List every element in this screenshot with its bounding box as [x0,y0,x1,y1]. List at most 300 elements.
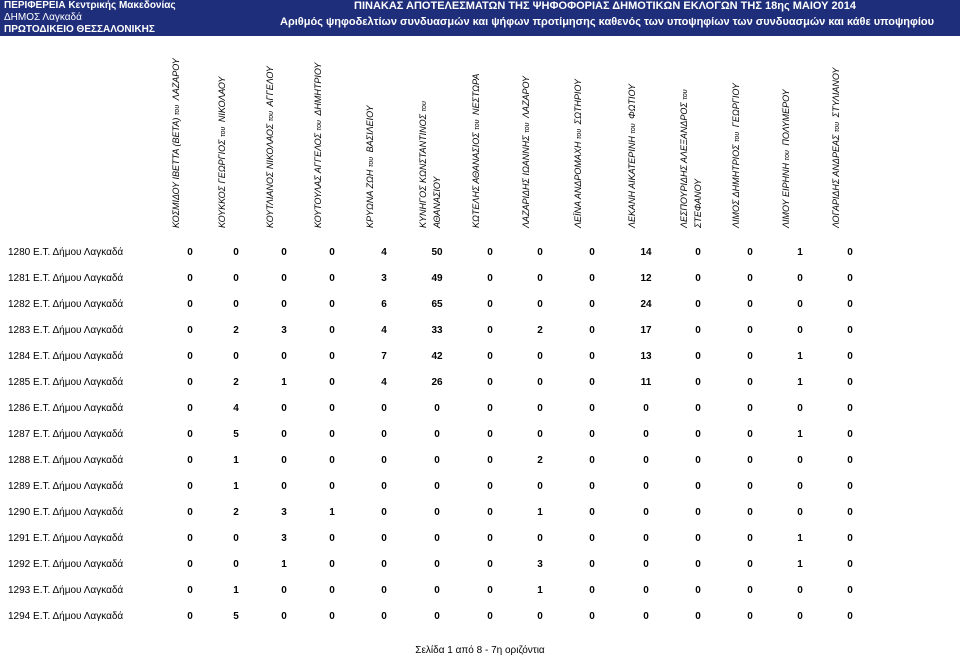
vote-cell: 0 [381,611,387,622]
candidate-header-text [216,46,256,232]
vote-cell: 0 [187,325,193,336]
candidate-patronym: ΛΑΖΑΡΟΥ [171,58,181,101]
vote-cell: 3 [537,559,543,570]
vote-cell: 0 [381,585,387,596]
polling-station-label: 1280 Ε.Τ. Δήμου Λαγκαδά [8,247,124,258]
candidate-header-text [170,46,210,232]
vote-cell: 0 [187,507,193,518]
vote-cell: 0 [643,403,649,414]
candidate-header [409,44,465,234]
vote-cell: 0 [187,299,193,310]
vote-cell: 0 [695,533,701,544]
vote-cell: 0 [537,273,543,284]
candidate-header-text [678,46,718,232]
vote-cell: 0 [589,585,595,596]
vote-cell: 0 [847,273,853,284]
vote-cell: 0 [537,611,543,622]
vote-cell: 4 [381,247,387,258]
vote-cell: 0 [589,325,595,336]
vote-cell: 0 [434,507,440,518]
header-left-block [4,0,224,36]
candidate-header-text [264,46,304,232]
vote-cell: 0 [589,247,595,258]
polling-station-label: 1282 Ε.Τ. Δήμου Λαγκαδά [8,299,124,310]
vote-cell: 0 [847,377,853,388]
candidate-header-text [364,46,404,232]
vote-cell: 0 [329,559,335,570]
vote-cell: 0 [381,429,387,440]
vote-cell: 0 [487,481,493,492]
vote-cell: 0 [797,481,803,492]
vote-cell: 0 [847,533,853,544]
vote-cell: 0 [589,429,595,440]
vote-cell: 4 [233,403,239,414]
candidate-name: ΚΟΥΤΟΥΛΑΣ ΑΓΓΕΛΟΣ [313,132,323,228]
vote-cell: 0 [797,507,803,518]
polling-station-label: 1290 Ε.Τ. Δήμου Λαγκαδά [8,507,124,518]
vote-cell: 0 [187,611,193,622]
candidate-header-text [470,46,510,232]
vote-cell: 0 [233,533,239,544]
polling-station-label: 1286 Ε.Τ. Δήμου Λαγκαδά [8,403,124,414]
vote-cell: 0 [847,481,853,492]
vote-cell: 0 [847,403,853,414]
vote-cell: 50 [431,247,443,258]
vote-cell: 0 [847,429,853,440]
candidate-header [772,44,828,234]
vote-cell: 0 [187,533,193,544]
vote-cell: 4 [381,377,387,388]
vote-cell: 0 [797,403,803,414]
vote-cell: 0 [281,299,287,310]
vote-cell: 0 [487,533,493,544]
vote-cell: 0 [747,377,753,388]
vote-cell: 0 [695,559,701,570]
vote-cell: 0 [643,611,649,622]
vote-cell: 0 [281,273,287,284]
header-band [0,0,960,36]
vote-cell: 0 [434,533,440,544]
vote-cell: 0 [187,247,193,258]
candidate-tou: του [268,110,275,122]
vote-cell: 0 [747,533,753,544]
vote-cell: 0 [487,507,493,518]
candidate-patronym: ΑΘΑΝΑΣΙΟΥ [432,176,442,228]
vote-cell: 0 [329,455,335,466]
polling-station-label: 1289 Ε.Τ. Δήμου Λαγκαδά [8,481,124,492]
vote-cell: 0 [797,273,803,284]
vote-cell: 0 [329,611,335,622]
vote-cell: 0 [747,611,753,622]
candidate-patronym: ΓΕΩΡΓΙΟΥ [731,83,741,128]
table-row [0,500,960,526]
candidate-tou: του [316,120,323,131]
candidate-header [822,44,878,234]
vote-cell: 0 [434,403,440,414]
vote-cell: 0 [329,481,335,492]
vote-cell: 0 [434,481,440,492]
candidate-header [722,44,778,234]
vote-cell: 0 [487,455,493,466]
vote-cell: 0 [537,377,543,388]
vote-cell: 0 [589,481,595,492]
vote-cell: 0 [187,273,193,284]
candidate-tou: του [421,101,428,112]
table-row [0,240,960,266]
vote-cell: 3 [281,507,287,518]
vote-cell: 0 [695,247,701,258]
candidate-name: ΚΩΤΕΛΗΣ ΑΘΑΝΑΣΙΟΣ [471,132,481,228]
table-row [0,422,960,448]
vote-cell: 0 [589,351,595,362]
candidate-patronym: ΣΤΕΦΑΝΟΥ [693,178,703,228]
candidate-patronym: ΑΓΓΕΛΟΥ [265,66,275,107]
vote-cell: 5 [233,429,239,440]
vote-cell: 0 [233,559,239,570]
polling-station-label: 1287 Ε.Τ. Δήμου Λαγκαδά [8,429,124,440]
vote-cell: 0 [434,429,440,440]
table-row [0,526,960,552]
vote-cell: 0 [233,351,239,362]
table-row [0,370,960,396]
vote-cell: 0 [281,585,287,596]
vote-cell: 0 [329,533,335,544]
vote-cell: 49 [431,273,443,284]
polling-station-label: 1285 Ε.Τ. Δήμου Λαγκαδά [8,377,124,388]
table-row [0,578,960,604]
vote-cell: 0 [747,455,753,466]
vote-cell: 0 [281,455,287,466]
vote-cell: 0 [487,611,493,622]
vote-cell: 0 [487,559,493,570]
vote-cell: 26 [431,377,443,388]
vote-cell: 0 [643,533,649,544]
candidate-tou: του [630,123,637,134]
candidate-patronym: ΝΙΚΟΛΑΟΥ [217,76,227,123]
vote-cell: 0 [747,481,753,492]
candidate-header [618,44,674,234]
vote-cell: 0 [695,507,701,518]
vote-cell: 0 [747,273,753,284]
table-row [0,396,960,422]
vote-cell: 17 [640,325,652,336]
vote-cell: 0 [381,507,387,518]
vote-cell: 0 [797,299,803,310]
candidate-header [512,44,568,234]
vote-cell: 0 [847,325,853,336]
candidate-header-text [780,46,820,232]
vote-cell: 0 [487,377,493,388]
candidate-tou: του [834,121,841,133]
vote-cell: 0 [537,247,543,258]
vote-cell: 0 [537,299,543,310]
vote-cell: 13 [640,351,652,362]
vote-cell: 0 [187,351,193,362]
polling-station-label: 1288 Ε.Τ. Δήμου Λαγκαδά [8,455,124,466]
vote-cell: 0 [695,299,701,310]
vote-cell: 0 [847,507,853,518]
candidate-patronym: ΦΩΤΙΟΥ [627,83,637,119]
vote-cell: 0 [329,273,335,284]
candidate-header-text [730,46,770,232]
vote-cell: 3 [281,533,287,544]
vote-cell: 0 [589,299,595,310]
candidate-patronym: ΝΕΣΤΩΡΑ [471,73,481,116]
candidate-name: ΛΟΓΑΡΙΔΗΣ ΑΝΔΡΕΑΣ [831,134,841,228]
candidate-name: ΚΟΥΤΛΙΑΝΟΣ ΝΙΚΟΛΑΟΣ [265,123,275,228]
vote-cell: 0 [487,299,493,310]
vote-cell: 0 [695,403,701,414]
vote-cell: 0 [381,533,387,544]
vote-cell: 0 [747,247,753,258]
candidate-name: ΛΕΣΠΟΥΡΙΔΗΣ ΑΛΕΞΑΝΔΡΟΣ [679,102,689,228]
candidate-tou: του [524,122,531,133]
candidate-patronym: ΛΑΖΑΡΟΥ [521,75,531,118]
vote-cell: 1 [797,351,803,362]
vote-cell: 0 [695,611,701,622]
vote-cell: 0 [695,351,701,362]
candidate-name: ΛΙΜΟΥ ΕΙΡΗΝΗ [781,162,791,228]
vote-cell: 65 [431,299,443,310]
vote-cell: 0 [747,325,753,336]
vote-cell: 1 [537,585,543,596]
polling-station-label: 1294 Ε.Τ. Δήμου Λαγκαδά [8,611,124,622]
municipality-label: ΔΗΜΟΣ Λαγκαδά [4,12,82,23]
candidate-tou: του [682,89,689,100]
candidate-patronym: ΔΗΜΗΤΡΙΟΥ [313,62,323,116]
vote-cell: 4 [381,325,387,336]
vote-cell: 0 [187,559,193,570]
vote-cell: 0 [589,507,595,518]
vote-cell: 1 [797,377,803,388]
vote-cell: 2 [233,325,239,336]
table-row [0,448,960,474]
vote-cell: 1 [233,585,239,596]
header-title-block [280,0,935,29]
court-label: ΠΡΩΤΟΔΙΚΕΙΟ ΘΕΣΣΑΛΟΝΙΚΗΣ [4,24,155,35]
vote-cell: 3 [381,273,387,284]
vote-cell: 11 [640,377,652,388]
candidate-tou: του [474,119,481,130]
candidate-name: ΚΟΣΜΙΔΟΥ ΙΒΕΤΤΑ (ΒΕΤΑ) [171,117,181,228]
vote-cell: 1 [537,507,543,518]
vote-cell: 2 [233,507,239,518]
vote-cell: 0 [281,429,287,440]
vote-cell: 0 [281,611,287,622]
vote-cell: 3 [281,325,287,336]
vote-cell: 0 [695,273,701,284]
vote-cell: 0 [187,455,193,466]
vote-cell: 0 [187,429,193,440]
candidate-header-text [626,46,666,232]
vote-cell: 0 [537,351,543,362]
vote-cell: 1 [281,559,287,570]
vote-cell: 0 [187,585,193,596]
vote-cell: 42 [431,351,443,362]
vote-cell: 33 [431,325,443,336]
candidate-header-text [417,46,457,232]
vote-cell: 0 [589,403,595,414]
vote-cell: 0 [847,585,853,596]
vote-cell: 0 [695,377,701,388]
vote-cell: 0 [847,351,853,362]
vote-cell: 0 [487,429,493,440]
vote-cell: 0 [329,351,335,362]
vote-cell: 14 [640,247,652,258]
vote-cell: 0 [589,559,595,570]
vote-cell: 2 [537,325,543,336]
vote-cell: 0 [797,611,803,622]
vote-cell: 7 [381,351,387,362]
vote-cell: 0 [695,481,701,492]
vote-cell: 0 [589,455,595,466]
vote-cell: 0 [747,507,753,518]
candidate-tou: του [734,131,741,142]
polling-station-label: 1284 Ε.Τ. Δήμου Λαγκαδά [8,351,124,362]
table-row [0,344,960,370]
vote-cell: 0 [695,325,701,336]
polling-station-label: 1292 Ε.Τ. Δήμου Λαγκαδά [8,559,124,570]
vote-cell: 0 [281,481,287,492]
vote-cell: 1 [797,533,803,544]
candidate-header [670,44,726,234]
vote-cell: 0 [487,585,493,596]
report-subtitle: Αριθμός ψηφοδελτίων συνδυασμών και ψήφων προτίμησης καθενός των υποψηφίων των συνδυασμών και κάθε υποψηφίου [280,16,935,28]
table-row [0,474,960,500]
candidate-name: ΚΟΥΚΚΟΣ ΓΕΩΡΓΙΟΣ [217,139,227,228]
vote-cell: 0 [329,247,335,258]
candidate-header-text [312,46,352,232]
vote-cell: 0 [643,559,649,570]
candidate-tou: του [220,126,227,137]
candidate-patronym: ΣΤΥΛΙΑΝΟΥ [831,67,841,118]
vote-cell: 0 [747,429,753,440]
vote-cell: 0 [695,455,701,466]
vote-cell: 5 [233,611,239,622]
vote-cell: 0 [487,247,493,258]
vote-cell: 1 [797,247,803,258]
vote-cell: 0 [233,299,239,310]
candidate-tou: του [174,104,181,116]
vote-cell: 0 [797,455,803,466]
vote-cell: 0 [537,403,543,414]
vote-cell: 0 [747,585,753,596]
vote-cell: 0 [695,585,701,596]
candidate-tou: του [368,156,375,168]
vote-cell: 0 [281,403,287,414]
vote-cell: 0 [329,585,335,596]
vote-cell: 0 [281,247,287,258]
vote-cell: 2 [233,377,239,388]
vote-cell: 0 [589,273,595,284]
vote-cell: 0 [329,403,335,414]
candidate-header-text [520,46,560,232]
candidate-name: ΚΥΝΗΓΟΣ ΚΩΝΣΤΑΝΤΙΝΟΣ [418,113,428,228]
vote-cell: 0 [233,273,239,284]
candidate-patronym: ΠΟΛΥΜΕΡΟΥ [781,89,791,146]
vote-cell: 0 [187,377,193,388]
vote-cell: 0 [187,481,193,492]
vote-cell: 0 [537,533,543,544]
vote-cell: 0 [487,325,493,336]
vote-cell: 2 [537,455,543,466]
vote-cell: 1 [797,559,803,570]
vote-cell: 6 [381,299,387,310]
candidate-name: ΛΕΪΝΑ ΑΝΔΡΟΜΑΧΗ [573,141,583,228]
vote-cell: 0 [434,455,440,466]
table-row [0,266,960,292]
page-footer: Σελίδα 1 από 8 - 7η οριζόντια [415,645,545,656]
vote-cell: 0 [487,273,493,284]
vote-cell: 0 [329,429,335,440]
candidate-header [304,44,360,234]
candidate-name: ΛΙΜΟΣ ΔΗΜΗΤΡΙΟΣ [731,144,741,228]
vote-cell: 0 [695,429,701,440]
vote-cell: 0 [381,403,387,414]
table-row [0,604,960,630]
vote-cell: 0 [643,429,649,440]
vote-cell: 0 [329,299,335,310]
candidate-header-text [830,46,870,232]
vote-cell: 1 [797,429,803,440]
vote-cell: 1 [329,507,335,518]
vote-cell: 0 [281,351,287,362]
vote-cell: 0 [487,403,493,414]
vote-cell: 0 [797,585,803,596]
vote-cell: 0 [643,481,649,492]
vote-cell: 0 [434,611,440,622]
table-row [0,292,960,318]
vote-cell: 1 [233,455,239,466]
vote-cell: 0 [537,481,543,492]
vote-cell: 0 [589,533,595,544]
candidate-tou: του [576,128,583,140]
vote-cell: 1 [233,481,239,492]
polling-station-label: 1293 Ε.Τ. Δήμου Λαγκαδά [8,585,124,596]
vote-cell: 0 [187,403,193,414]
vote-cell: 0 [797,325,803,336]
vote-cell: 0 [589,611,595,622]
candidate-patronym: ΣΩΤΗΡΙΟΥ [573,79,583,125]
vote-cell: 0 [847,611,853,622]
vote-cell: 0 [233,247,239,258]
vote-cell: 0 [434,585,440,596]
vote-cell: 1 [281,377,287,388]
candidate-tou: του [784,150,791,161]
vote-cell: 0 [747,299,753,310]
candidate-name: ΚΡΥΩΝΑ ΖΩΗ [365,169,375,228]
vote-cell: 0 [329,377,335,388]
vote-cell: 12 [640,273,652,284]
vote-cell: 24 [640,299,652,310]
candidate-name: ΛΕΚΑΝΗ ΑΙΚΑΤΕΡΙΝΗ [627,136,637,228]
region-label: ΠΕΡΙΦΕΡΕΙΑ Κεντρικής Μακεδονίας [4,0,176,11]
vote-cell: 0 [847,455,853,466]
vote-cell: 0 [847,247,853,258]
vote-cell: 0 [847,559,853,570]
vote-cell: 0 [747,351,753,362]
candidate-header [462,44,518,234]
vote-cell: 0 [329,325,335,336]
vote-cell: 0 [643,585,649,596]
candidate-patronym: ΒΑΣΙΛΕΙΟΥ [365,105,375,153]
candidate-name: ΛΑΖΑΡΙΔΗΣ ΙΩΑΝΝΗΣ [521,135,531,228]
candidate-header-text [572,46,612,232]
vote-cell: 0 [381,559,387,570]
vote-cell: 0 [381,455,387,466]
vote-cell: 0 [847,299,853,310]
table-row [0,552,960,578]
